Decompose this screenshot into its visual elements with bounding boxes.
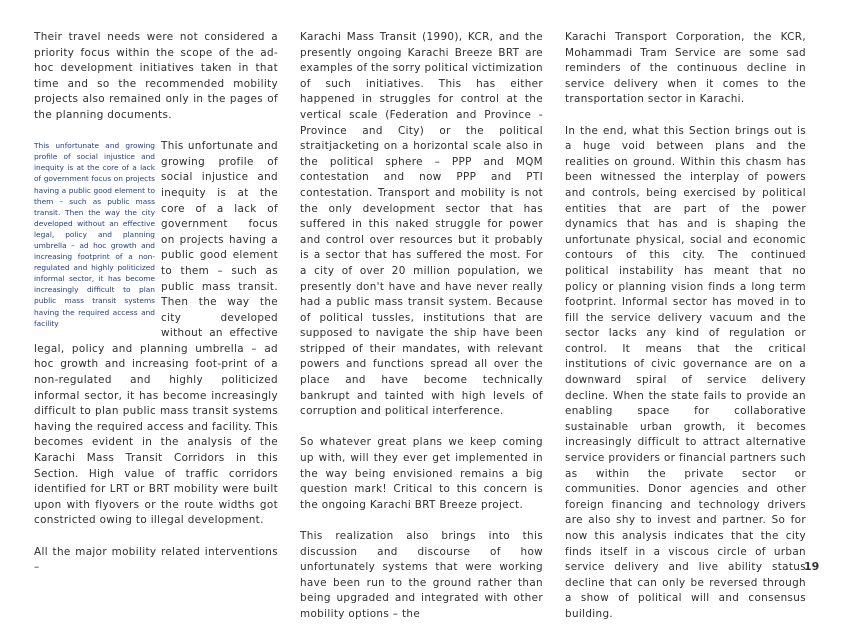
pull-quote-callout: This unfortunate and growing profile of social injustice and inequity is at the core of a lack of government focus on projects having a public good element to them – such as public mass transit. Then the way the city developed without an effective legal, policy and planning umbrella – ad hoc growth and increasing footprint of a non-regulated and highly politicized informal sector, it has become increasingly difficult to plan public mass transit systems having the required access and facility [34, 141, 155, 328]
paragraph-travel-needs: Their travel needs were not considered a priority focus within the scope of the ad-hoc development initiatives taken in that time and so the recommended mobility projects also remained only in the pages of the planning documents. [34, 31, 278, 121]
column-1 [34, 30, 278, 591]
column-3 [565, 30, 806, 638]
paragraph-conclusion: In the end, what this Section brings out is a huge void between plans and the realities on ground. Within this chasm has been witnessed the interplay of powers and controls, being exercised by political entities that are part of the power dynamics that has and is shaping the unfortunate physical, social and economic contours of this city. The continued political instability has meant that no policy or planning vision finds a long term footprint. Informal sector has moved in to fill the service delivery vacuum and the sector lacks any kind of regulation or control. It means that the critical institutions of civic governance are on a downward spiral of service delivery decline. When the state fails to provide an enabling space for collaborative sustainable urban growth, it becomes increasingly difficult to attract alternative service providers or financial partners such as within the private sector or communities. Donor agencies and other foreign financing and technology drivers are also shy to invest and partner. So for now this analysis indicates that the city finds itself in a viscous circle of urban service delivery and live ability status decline that can only be reversed through a show of political will and consensus building. [565, 124, 806, 620]
paragraph-realization: This realization also brings into this discussion and discourse of how unfortunately systems that were working have been run to the ground rather than being upgraded and integrated with other mobility options – the [300, 530, 543, 620]
paragraph-mobility-interventions: All the major mobility related interventions – [34, 545, 278, 574]
page-number: 19 [804, 560, 820, 573]
paragraph-great-plans: So whatever great plans we keep coming up with, will they ever get implemented in the way being envisioned remains a big question mark! Critical to this concern is the ongoing Karachi BRT Breeze project. [300, 436, 543, 511]
paragraph-social-injustice-text: This unfortunate and growing profile of social injustice and inequity is at the core of a lack of government focus on projects having a public good element to them – such as public mass transit. Then the way the city developed without an effective legal, policy and planning umbrella – ad hoc growth and increasing foot-print of a non-regulated and highly politicized informal sector, it has become increasingly difficult to plan public mass transit systems having the required access and facility. This becomes evident in the analysis of the Karachi Mass Transit Corridors in this Section. High value of traffic corridors identified for LRT or BRT mobility were built upon with flyovers or the route widths got constricted owing to illegal development. [34, 140, 278, 527]
paragraph-social-injustice [34, 139, 278, 529]
paragraph-political-victimization: Karachi Mass Transit (1990), KCR, and the presently ongoing Karachi Breeze BRT are examples of the sorry political victimization of such initiatives. This has either happened in struggles for control at the vertical scale (Federation and Province - Province and City) or the political straitjacketing on a horizontal scale also in the political sphere – PPP and MQM contestation and now PPP and PTI contestation. Transport and mobility is not the only development sector that has suffered in this naked struggle for power and control over resources but it probably is a sector that has suffered the most. For a city of over 20 million population, we presently don't have and have never really had a public mass transit system. Because of political tussles, institutions that are supposed to navigate the ship have been stripped of their mandates, with relevant powers and functions spread all over the place and have become technically bankrupt and tainted with high levels of corruption and political interference. [300, 31, 543, 418]
column-2 [300, 30, 543, 638]
paragraph-transport-corporation: Karachi Transport Corporation, the KCR, Mohammadi Tram Service are some sad reminders of the continuous decline in service delivery when it comes to the transportation sector in Karachi. [565, 31, 806, 106]
